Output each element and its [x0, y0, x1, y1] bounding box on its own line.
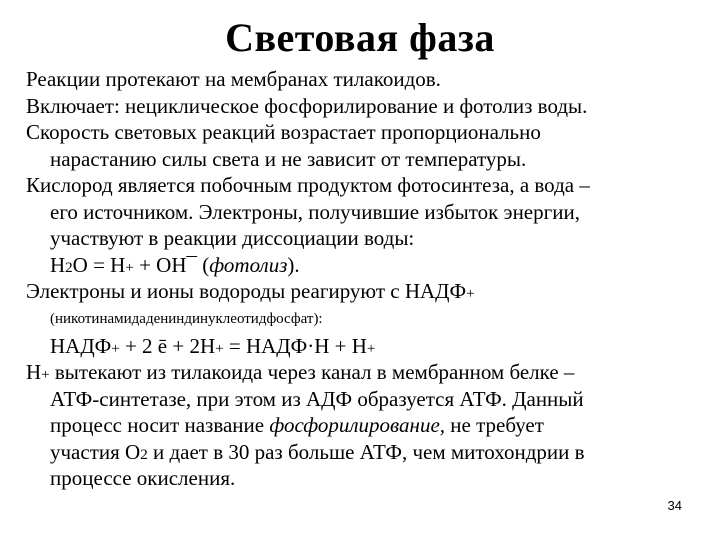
text-run: Реакции протекают на мембранах тилакоидов. [26, 67, 441, 91]
text-run: процесс носит название [50, 413, 270, 437]
text-line [26, 412, 696, 439]
text-line [26, 66, 696, 93]
text-line [26, 278, 696, 305]
text-run: + 2 ē + 2H [119, 333, 216, 358]
subscript: 2 [65, 259, 73, 276]
text-run: не требует [445, 413, 544, 437]
text-line-small [26, 305, 696, 333]
superscript: + [215, 340, 224, 357]
text-line [26, 465, 696, 492]
text-run: процессе окисления. [50, 466, 236, 490]
text-line [26, 172, 696, 199]
text-run: и дает в 30 раз больше АТФ, чем митохондрии в [147, 439, 585, 464]
subscript: 2 [140, 446, 148, 463]
text-run: Скорость световых реакций возрастает пропорционально [26, 120, 541, 144]
italic-term: фосфорилирование, [269, 413, 446, 437]
text-line [26, 93, 696, 120]
slide-title: Световая фаза [225, 15, 495, 60]
text-run: = НАДФ·H + H [223, 333, 367, 358]
superscript: ¯ [186, 252, 198, 277]
text-run: НАДФ [50, 333, 112, 358]
text-line [26, 119, 696, 146]
formula-photolysis [26, 252, 696, 279]
text-run: Кислород является побочным продуктом фотосинтеза, а вода – [26, 173, 590, 197]
text-line [26, 386, 696, 413]
text-line [26, 146, 696, 173]
text-line [26, 439, 696, 466]
text-run: Включает: нециклическое фосфорилирование и фотолиз воды. [26, 93, 588, 118]
text-run: участия O [50, 439, 141, 464]
page-number: 34 [667, 498, 682, 513]
text-run: H [50, 252, 66, 277]
text-line [26, 199, 696, 226]
text-run: вытекают из тилакоида через канал в мембранном белке – [49, 360, 575, 384]
text-line [26, 225, 696, 252]
superscript: + [366, 340, 376, 357]
text-run: ( [197, 252, 210, 277]
text-run: нарастанию силы света и не зависит от температуры. [50, 146, 527, 171]
superscript: + [466, 286, 475, 302]
text-line [26, 359, 696, 386]
superscript: + [111, 340, 120, 357]
text-run: ). [287, 252, 300, 277]
superscript: + [125, 259, 134, 276]
formula-nadph [26, 333, 696, 360]
text-run: (никотинамидадениндинуклеотидфосфат): [50, 310, 323, 327]
superscript: + [41, 367, 50, 383]
text-run: O = H [72, 252, 126, 277]
text-run: его источником. Электроны, получившие избыток энергии, [50, 199, 580, 224]
text-run: + OH [133, 252, 187, 277]
text-run: АТФ-синтетазе, при этом из АДФ образуется АТФ. Данный [50, 386, 584, 411]
text-run: Электроны и ионы водороды реагируют с НАДФ [26, 279, 467, 303]
text-run: участвуют в реакции диссоциации воды: [50, 226, 415, 250]
slide-body [26, 66, 696, 492]
text-run: H [26, 360, 42, 384]
italic-term: фотолиз [209, 252, 288, 277]
